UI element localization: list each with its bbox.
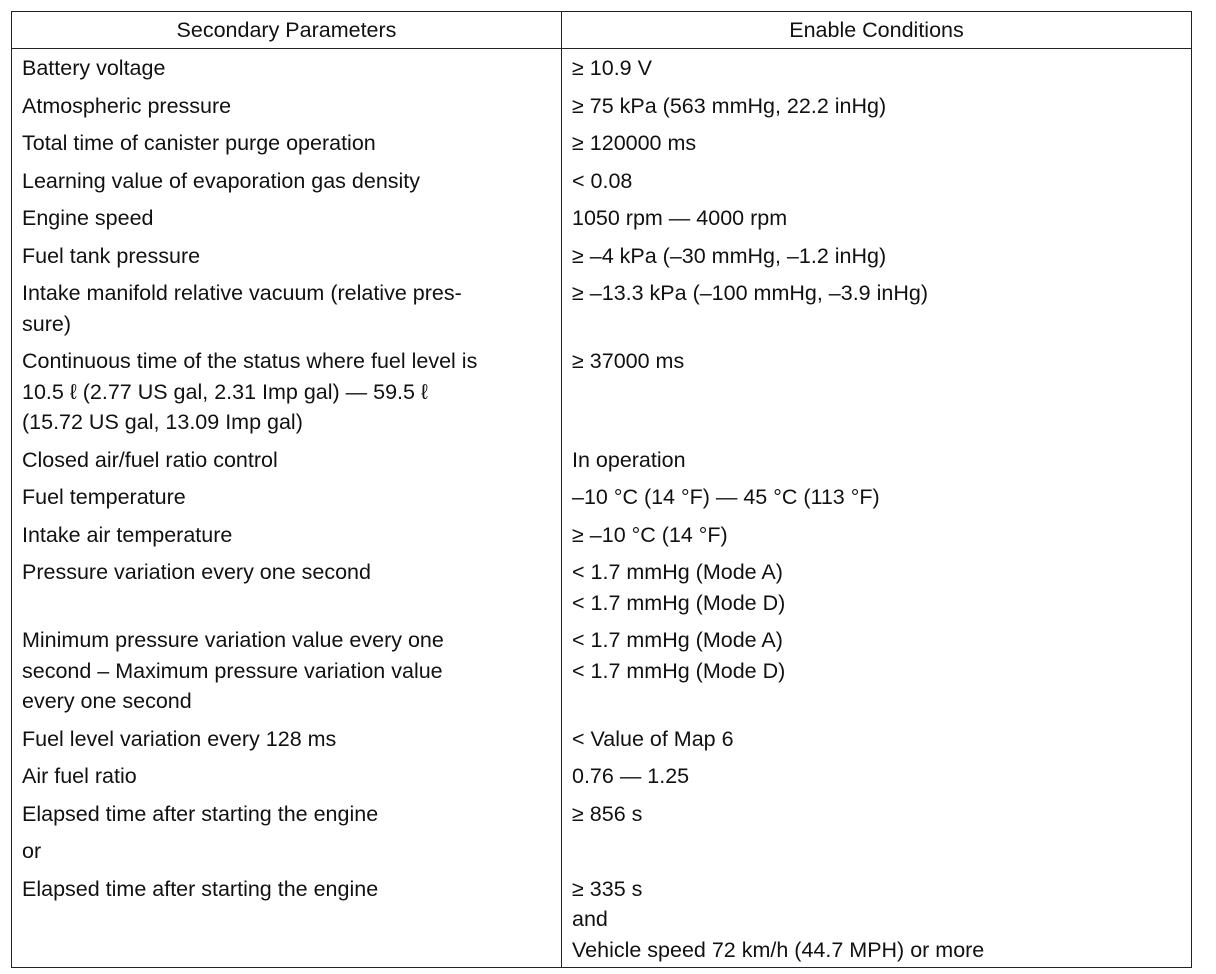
- parameter-cell: [12, 344, 562, 443]
- condition-text: < 0.08: [572, 168, 633, 193]
- condition-text: < 1.7 mmHg (Mode A): [572, 560, 783, 584]
- condition-text: ≥ 75 kPa (563 mmHg, 22.2 inHg): [572, 93, 887, 118]
- table-row: [12, 722, 1192, 760]
- table-row: [12, 834, 1192, 872]
- parameter-text: 10.5 ℓ (2.77 US gal, 2.31 Imp gal) — 59.5 ℓ: [22, 379, 428, 404]
- table-row: [12, 276, 1192, 344]
- condition-text: ≥ 335 s: [572, 876, 643, 901]
- parameter-text: second – Maximum pressure variation value: [22, 658, 443, 683]
- condition-cell: [562, 834, 1192, 872]
- condition-cell: [562, 797, 1192, 835]
- condition-text: ≥ 37000 ms: [572, 349, 685, 373]
- parameter-cell: [12, 89, 562, 127]
- parameter-cell: [12, 518, 562, 556]
- parameter-cell: [12, 555, 562, 623]
- parameter-cell: [12, 722, 562, 760]
- parameter-text: Closed air/fuel ratio control: [22, 447, 278, 472]
- parameter-cell: [12, 164, 562, 202]
- table-row: [12, 443, 1192, 481]
- table-row: [12, 164, 1192, 202]
- condition-cell: [562, 872, 1192, 968]
- parameter-text: Pressure variation every one second: [22, 560, 371, 584]
- condition-cell: [562, 201, 1192, 239]
- header-enable-conditions: Enable Conditions: [562, 12, 1192, 49]
- condition-text: < 1.7 mmHg (Mode D): [572, 658, 786, 683]
- condition-text: ≥ 120000 ms: [572, 131, 697, 155]
- parameter-cell: [12, 623, 562, 722]
- parameter-cell: [12, 759, 562, 797]
- table-row: [12, 89, 1192, 127]
- header-secondary-parameters: Secondary Parameters: [12, 12, 562, 49]
- parameter-text: Fuel temperature: [22, 485, 186, 509]
- parameter-cell: [12, 443, 562, 481]
- condition-cell: [562, 722, 1192, 760]
- condition-text: 0.76 — 1.25: [572, 764, 690, 788]
- parameter-cell: [12, 834, 562, 872]
- table-row: [12, 759, 1192, 797]
- condition-text: < 1.7 mmHg (Mode A): [572, 628, 783, 652]
- parameter-text: Fuel tank pressure: [22, 243, 201, 268]
- condition-cell: [562, 164, 1192, 202]
- condition-cell: [562, 89, 1192, 127]
- condition-cell: [562, 126, 1192, 164]
- condition-text: 1050 rpm — 4000 rpm: [572, 206, 788, 230]
- table-header-row: [12, 12, 1192, 49]
- parameter-cell: [12, 872, 562, 968]
- condition-cell: [562, 239, 1192, 277]
- table-row: [12, 201, 1192, 239]
- parameter-cell: [12, 480, 562, 518]
- parameter-text: Engine speed: [22, 206, 154, 230]
- parameter-cell: [12, 201, 562, 239]
- parameter-text: (15.72 US gal, 13.09 Imp gal): [22, 410, 303, 434]
- condition-text: < Value of Map 6: [572, 726, 734, 751]
- condition-cell: [562, 344, 1192, 443]
- parameter-text: Battery voltage: [22, 56, 166, 80]
- parameter-cell: [12, 126, 562, 164]
- table-row: [12, 872, 1192, 968]
- condition-cell: [562, 623, 1192, 722]
- condition-cell: [562, 49, 1192, 89]
- table-body: [12, 49, 1192, 968]
- parameter-text: Minimum pressure variation value every one: [22, 628, 444, 652]
- condition-cell: [562, 555, 1192, 623]
- condition-cell: [562, 276, 1192, 344]
- condition-text: ≥ –10 °C (14 °F): [572, 522, 728, 547]
- condition-text: ≥ –13.3 kPa (–100 mmHg, –3.9 inHg): [572, 281, 928, 305]
- table-row: [12, 555, 1192, 623]
- condition-cell: [562, 759, 1192, 797]
- parameter-cell: [12, 49, 562, 89]
- parameter-text: Air fuel ratio: [22, 764, 137, 788]
- parameter-text: Fuel level variation every 128 ms: [22, 726, 337, 751]
- parameter-text: Learning value of evaporation gas density: [22, 168, 421, 193]
- condition-cell: [562, 443, 1192, 481]
- parameter-text: Elapsed time after starting the engine: [22, 876, 379, 901]
- condition-text: < 1.7 mmHg (Mode D): [572, 590, 786, 615]
- condition-cell: [562, 480, 1192, 518]
- parameter-text: Intake air temperature: [22, 522, 233, 547]
- condition-text: ≥ 856 s: [572, 801, 643, 826]
- parameter-text: Continuous time of the status where fuel level is: [22, 349, 478, 373]
- condition-text: ≥ –4 kPa (–30 mmHg, –1.2 inHg): [572, 243, 887, 268]
- parameter-text: Elapsed time after starting the engine: [22, 801, 379, 826]
- condition-text: In operation: [572, 447, 686, 472]
- parameter-cell: [12, 797, 562, 835]
- table-row: [12, 126, 1192, 164]
- parameter-text: Atmospheric pressure: [22, 93, 232, 118]
- condition-text: Vehicle speed 72 km/h (44.7 MPH) or more: [572, 937, 985, 962]
- condition-text: –10 °C (14 °F) — 45 °C (113 °F): [572, 485, 880, 509]
- condition-text: and: [572, 907, 608, 931]
- parameter-text: Total time of canister purge operation: [22, 131, 376, 155]
- table-row: [12, 49, 1192, 89]
- parameter-text: every one second: [22, 689, 192, 713]
- condition-cell: [562, 518, 1192, 556]
- parameter-cell: [12, 239, 562, 277]
- condition-text: ≥ 10.9 V: [572, 56, 652, 80]
- table-row: [12, 344, 1192, 443]
- parameter-text: or: [22, 839, 42, 863]
- table-row: [12, 480, 1192, 518]
- parameter-text: sure): [22, 311, 71, 336]
- table-row: [12, 797, 1192, 835]
- parameter-cell: [12, 276, 562, 344]
- enable-conditions-table: [11, 11, 1192, 968]
- table-row: [12, 518, 1192, 556]
- table-row: [12, 623, 1192, 722]
- parameter-text: Intake manifold relative vacuum (relative pres-: [22, 281, 462, 305]
- table-row: [12, 239, 1192, 277]
